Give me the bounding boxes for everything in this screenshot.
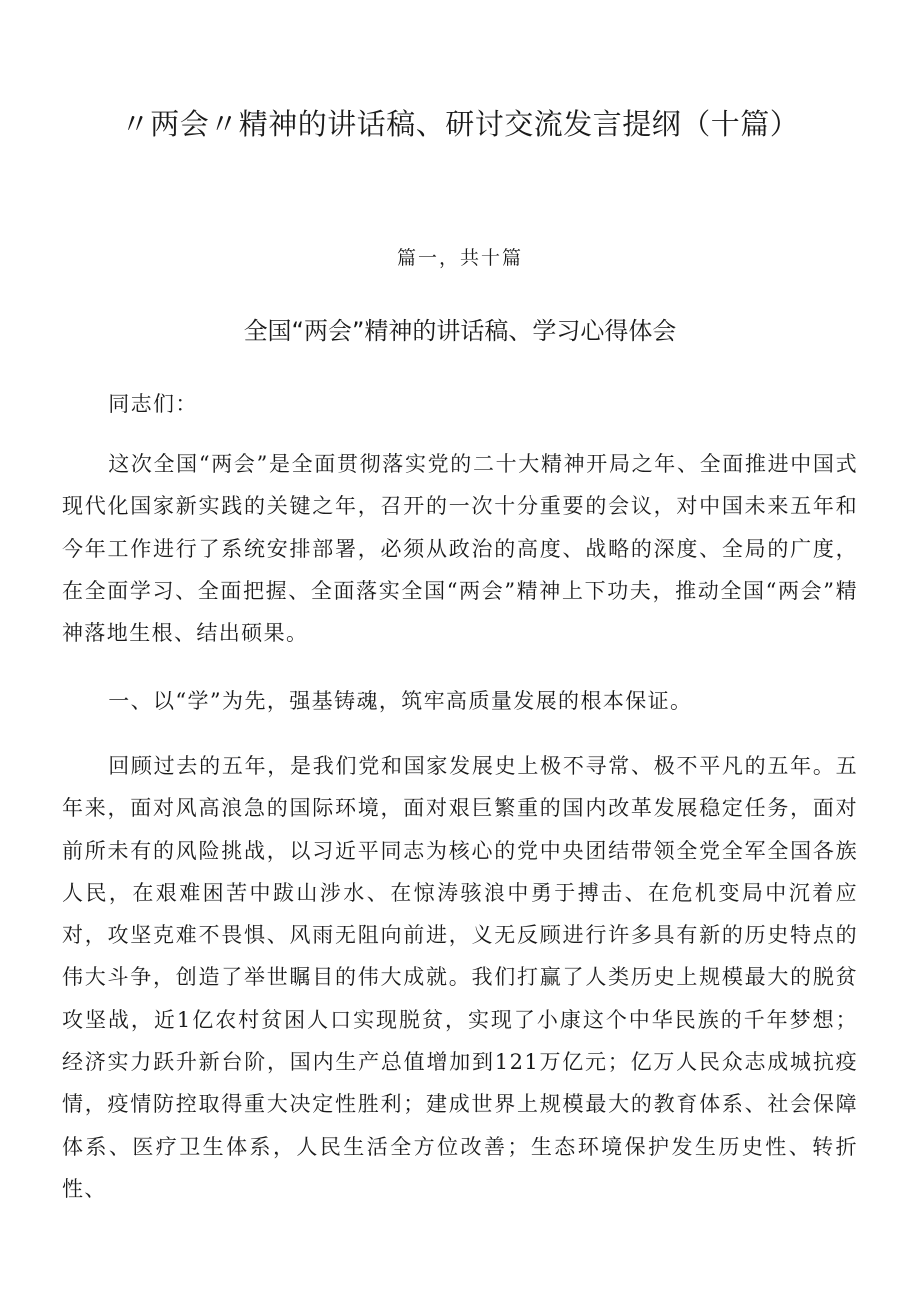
section-title: 全国“两会”精神的讲话稿、学习心得体会 <box>243 317 677 345</box>
greeting: 同志们： <box>108 392 198 416</box>
subheading: 一、以“学”为先，强基铸魂，筑牢高质量发展的根本保证。 <box>108 689 693 713</box>
body-paragraph: 回顾过去的五年，是我们党和国家发展史上极不寻常、极不平凡的五年。五年来，面对风高浪急的国际环境，面对艰巨繁重的国内改革发展稳定任务，面对前所未有的风险挑战，以习近平同志为核心的党中央团结带领全党全军全国各族人民，在艰难困苦中跋山涉水、在惊涛骇浪中勇于搏击、在危机变局中沉着应对，攻坚克难不畏惧、风雨无阻向前进，义无反顾进行许多具有新的历史特点的伟大斗争，创造了举世瞩目的伟大成就。我们打赢了人类历史上规模最大的脱贫攻坚战，近1亿农村贫困人口实现脱贫，实现了小康这个中华民族的千年梦想；经济实力跃升新台阶，国内生产总值增加到121万亿元；亿万人民众志成城抗疫情，疫情防控取得重大决定性胜利；建成世界上规模最大的教育体系、社会保障体系、医疗卫生体系，人民生活全方位改善；生态环境保护发生历史性、转折性、 <box>62 754 858 1201</box>
part-label: 篇一，共十篇 <box>396 247 523 269</box>
body-paragraph: 这次全国“两会”是全面贯彻落实党的二十大精神开局之年、全面推进中国式现代化国家新实践的关键之年，召开的一次十分重要的会议，对中国未来五年和今年工作进行了系统安排部署，必须从政治的高度、战略的深度、全局的广度，在全面学习、全面把握、全面落实全国“两会”精神上下功夫，推动全国“两会”精神落地生根、结出硕果。 <box>62 452 858 646</box>
document-title: 〃两会〃精神的讲话稿、研讨交流发言提纲（十篇） <box>120 107 800 141</box>
